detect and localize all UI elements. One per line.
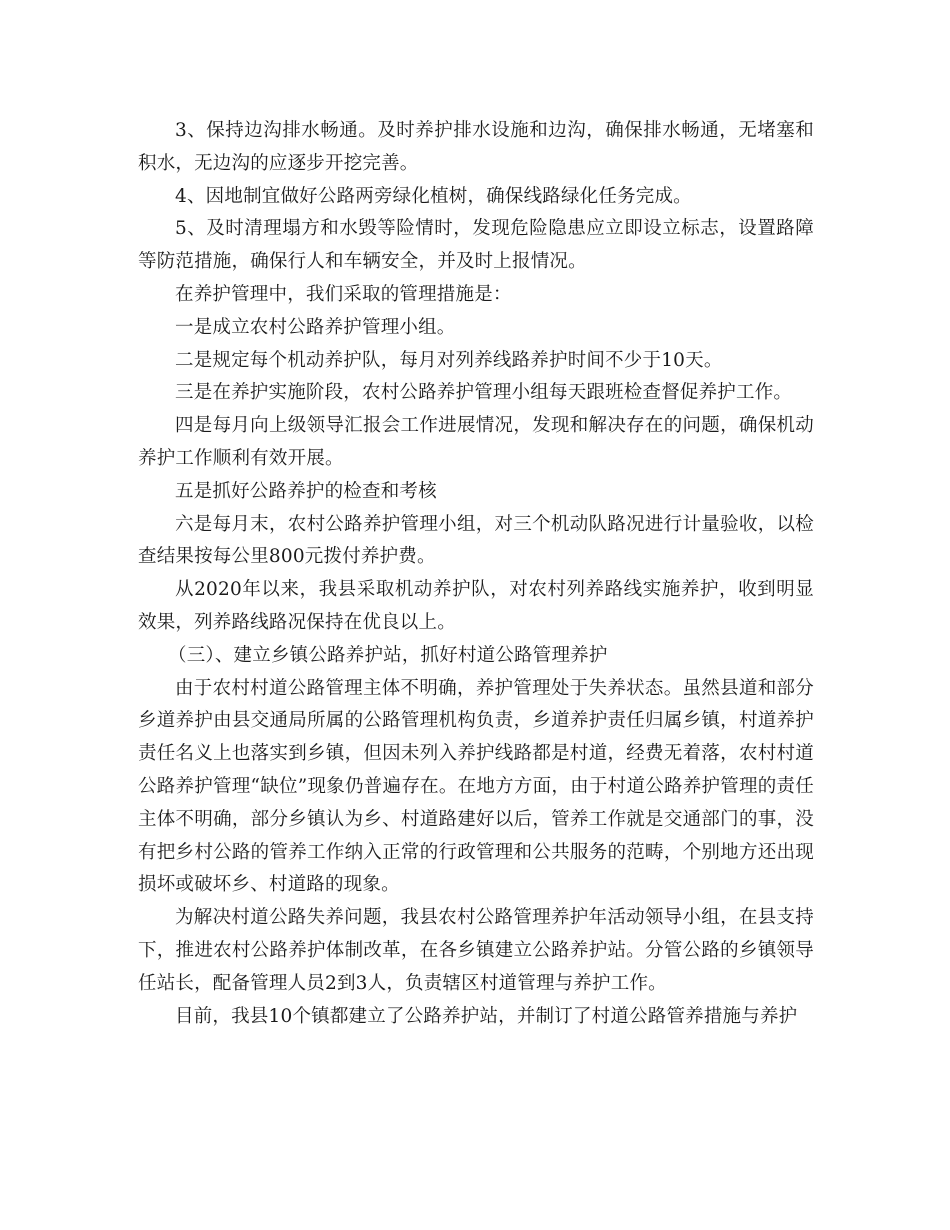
- document-body: [138, 115, 814, 1033]
- paragraph-since-2020: 从2020年以来，我县采取机动养护队，对农村列养路线实施养护，收到明显效果，列养路线路况保持在优良以上。: [138, 579, 814, 633]
- paragraph-item-5-hazards: 5、及时清理塌方和水毁等险情时，发现危险隐患应立即设立标志，设置路障等防范措施，确保行人和车辆安全，并及时上报情况。: [138, 218, 814, 273]
- paragraph-solution: 为解决村道公路失养问题，我县农村公路管理养护年活动领导小组，在县支持下，推进农村公路养护体制改革，在各乡镇建立公路养护站。分管公路的乡镇领导任站长，配备管理人员2到3人，负责辖区村道管理与养护工作。: [138, 907, 814, 994]
- paragraph-measure-2: 二是规定每个机动养护队，每月对列养线路养护时间不少于10天。: [175, 349, 723, 371]
- paragraph-measures-intro: 在养护管理中，我们采取的管理措施是：: [175, 283, 512, 305]
- paragraph-current-status: 目前，我县10个镇都建立了公路养护站，并制订了村道公路管养措施与养护: [175, 1005, 798, 1027]
- paragraph-measure-5: 五是抓好公路养护的检查和考核: [175, 480, 437, 502]
- paragraph-item-4-greening: 4、因地制宜做好公路两旁绿化植树，确保线路绿化任务完成。: [175, 185, 692, 207]
- paragraph-item-3-drainage: 3、保持边沟排水畅通。及时养护排水设施和边沟，确保排水畅通，无堵塞和积水，无边沟的应逐步开挖完善。: [138, 120, 814, 174]
- paragraph-village-roads-problem: 由于农村村道公路管理主体不明确，养护管理处于失养状态。虽然县道和部分乡道养护由县交通局所属的公路管理机构负责，乡道养护责任归属乡镇，村道养护责任名义上也落实到乡镇，但因未列入养护线路都是村道，经费无着落，农村村道公路养护管理“缺位”现象仍普遍存在。在地方方面，由于村道公路养护管理的责任主体不明确，部分乡镇认为乡、村道路建好以后，管养工作就是交通部门的事，没有把乡村公路的管养工作纳入正常的行政管理和公共服务的范畴，个别地方还出现损坏或破坏乡、村道路的现象。: [138, 677, 814, 896]
- paragraph-measure-1: 一是成立农村公路养护管理小组。: [175, 316, 456, 338]
- section-heading-3: （三）、建立乡镇公路养护站，抓好村道公路管理养护: [168, 644, 608, 666]
- paragraph-measure-3: 三是在养护实施阶段，农村公路养护管理小组每天跟班检查督促养护工作。: [175, 382, 793, 404]
- paragraph-measure-6: 六是每月末，农村公路养护管理小组，对三个机动队路况进行计量验收，以检查结果按每公里800元拨付养护费。: [138, 513, 814, 568]
- paragraph-measure-4: 四是每月向上级领导汇报会工作进展情况，发现和解决存在的问题，确保机动养护工作顺利有效开展。: [138, 415, 814, 469]
